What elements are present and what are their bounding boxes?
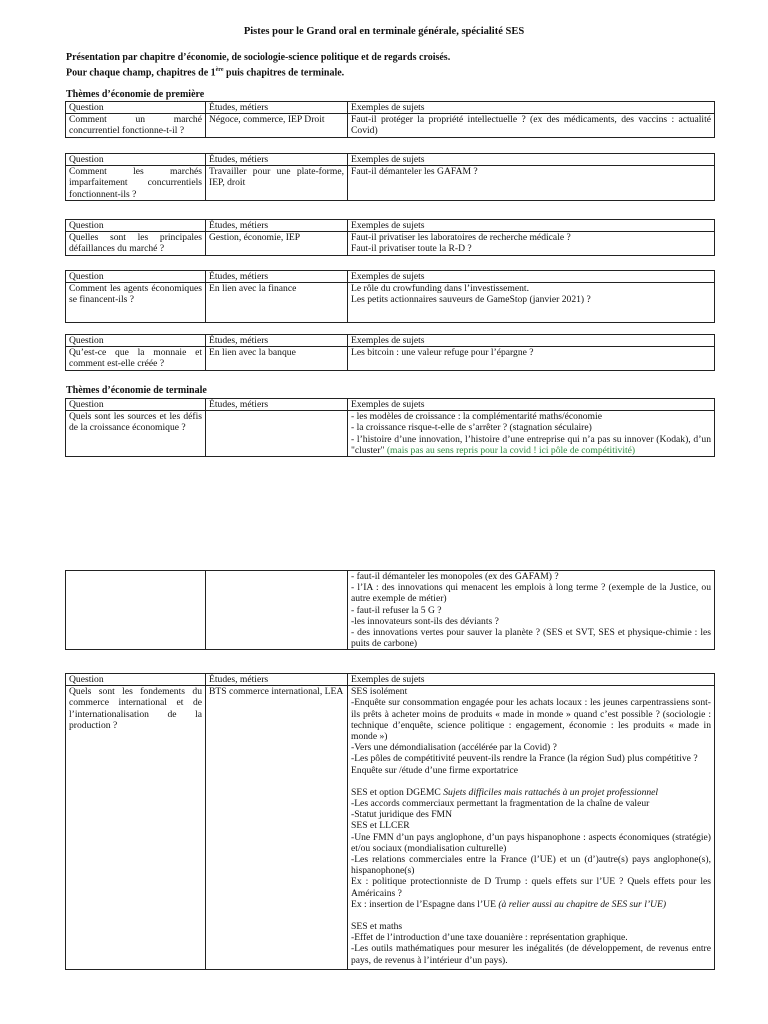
question-cell: Comment les agents économiques se financent-ils ? bbox=[66, 283, 206, 323]
exemple-line: - faut-il refuser la 5 G ? bbox=[351, 604, 442, 616]
header-question: Question bbox=[66, 271, 206, 283]
table-defaillances-marche bbox=[65, 219, 715, 256]
block-title: SES et option DGEMC bbox=[351, 786, 441, 798]
intro-line-2-text: Pour chaque champ, chapitres de 1 bbox=[66, 67, 216, 79]
intro-superscript: ère bbox=[215, 67, 224, 73]
exemple-line: -Les relations commerciales entre la France (l’UE) et un (d’)autre(s) pays anglophone(s), hispanophone(s) bbox=[351, 854, 711, 877]
exemple-line: -Enquête sur consommation engagée pour les achats locaux : les jeunes carpentrassiens sont-ils prêts à acheter moins de produits « made in monde » quand c’est possible ? (sociologie : technique d’enquête, science politique : engagement, économie : les produits « made in monde ») bbox=[351, 697, 711, 743]
intro-line-2-end: puis chapitres de terminale. bbox=[223, 67, 345, 79]
question-cell: Quels sont les fondements du commerce international et de l’internationalisation de la production ? bbox=[66, 686, 206, 970]
header-question: Question bbox=[66, 102, 206, 114]
exemple-line: SES et maths bbox=[351, 921, 403, 933]
table-monnaie bbox=[65, 334, 715, 371]
table-croissance-suite bbox=[65, 570, 715, 650]
section-heading-premiere: Thèmes d’économie de première bbox=[66, 89, 205, 100]
header-etudes: Études, métiers bbox=[206, 154, 348, 166]
table-marche-concurrentiel bbox=[65, 101, 715, 138]
header-exemples: Exemples de sujets bbox=[348, 154, 715, 166]
table-header-row bbox=[66, 674, 715, 686]
exemple-line: -les innovateurs sont-ils des déviants ? bbox=[351, 615, 499, 627]
section-heading-terminale: Thèmes d’économie de terminale bbox=[66, 385, 207, 396]
header-question: Question bbox=[66, 335, 206, 347]
header-exemples: Exemples de sujets bbox=[348, 102, 715, 114]
exemples-cell bbox=[348, 571, 715, 650]
etudes-cell bbox=[206, 411, 348, 457]
header-exemples: Exemples de sujets bbox=[348, 399, 715, 411]
question-cell bbox=[66, 571, 206, 650]
question-cell: Comment un marché concurrentiel fonctionne-t-il ? bbox=[66, 114, 206, 137]
header-question: Question bbox=[66, 220, 206, 232]
table-row bbox=[66, 232, 715, 255]
header-question: Question bbox=[66, 154, 206, 166]
table-header-row bbox=[66, 220, 715, 232]
etudes-cell: BTS commerce international, LEA bbox=[206, 686, 348, 970]
table-financement-agents bbox=[65, 270, 715, 323]
table-header-row bbox=[66, 399, 715, 411]
header-question: Question bbox=[66, 399, 206, 411]
exemple-line: -Les pôles de compétitivité peuvent-ils rendre la France (la région Sud) plus compétitive ? bbox=[351, 753, 698, 765]
header-etudes: Études, métiers bbox=[206, 271, 348, 283]
question-cell: Quelles sont les principales défaillances du marché ? bbox=[66, 232, 206, 255]
exemple-line: Les petits actionnaires sauveurs de GameStop (janvier 2021) ? bbox=[351, 294, 591, 306]
exemple-line: - faut-il démanteler les monopoles (ex des GAFAM) ? bbox=[351, 571, 559, 582]
exemple-line: - des innovations vertes pour sauver la planète ? (SES et SVT, SES et physique-chimie : les puits de carbone) bbox=[351, 627, 711, 650]
table-croissance bbox=[65, 398, 715, 457]
header-etudes: Études, métiers bbox=[206, 335, 348, 347]
exemple-line: -Les outils mathématiques pour mesurer les inégalités (de développement, de revenus entre pays, de revenus à l’intérieur d’un pays). bbox=[351, 943, 711, 966]
table-row bbox=[66, 347, 715, 370]
exemples-cell: Faut-il protéger la propriété intellectuelle ? (ex des médicaments, des vaccins : actualité Covid) bbox=[348, 114, 715, 137]
header-exemples: Exemples de sujets bbox=[348, 335, 715, 347]
intro-line-1: Présentation par chapitre d’économie, de sociologie-science politique et de regards croisés. bbox=[66, 52, 451, 63]
exemple-line: Faut-il privatiser toute la R-D ? bbox=[351, 243, 472, 255]
exemples-cell bbox=[348, 411, 715, 457]
exemple-line: SES et LLCER bbox=[351, 820, 410, 832]
exemple-line: -Une FMN d’un pays anglophone, d’un pays hispanophone : aspects économiques (stratégie) et/ou sociaux (mondialisation culturelle) bbox=[351, 831, 711, 854]
exemple-line: Enquête sur /étude d’une firme exportatrice bbox=[351, 764, 519, 776]
document-title: Pistes pour le Grand oral en terminale générale, spécialité SES bbox=[243, 26, 525, 37]
table-row bbox=[66, 114, 715, 137]
exemple-line bbox=[351, 899, 711, 910]
header-etudes: Études, métiers bbox=[206, 674, 348, 686]
question-cell: Comment les marchés imparfaitement concurrentiels fonctionnent-ils ? bbox=[66, 166, 206, 201]
exemples-cell: Les bitcoin : une valeur refuge pour l’épargne ? bbox=[348, 347, 715, 370]
header-question: Question bbox=[66, 674, 206, 686]
etudes-cell bbox=[206, 571, 348, 650]
etudes-cell: En lien avec la banque bbox=[206, 347, 348, 370]
etudes-cell: Négoce, commerce, IEP Droit bbox=[206, 114, 348, 137]
header-exemples: Exemples de sujets bbox=[348, 674, 715, 686]
exemple-line: -Vers une démondialisation (accélérée par la Covid) ? bbox=[351, 742, 557, 754]
header-etudes: Études, métiers bbox=[206, 399, 348, 411]
question-cell: Qu’est-ce que la monnaie et comment est-elle créée ? bbox=[66, 347, 206, 370]
table-row bbox=[66, 166, 715, 201]
table-row bbox=[66, 571, 715, 650]
exemple-line bbox=[351, 787, 711, 798]
table-header-row bbox=[66, 102, 715, 114]
exemple-text: - l’histoire d’une innovation, l’histoire d’une entreprise qui n’a pas su innover (Kodak), d’un "cluster" bbox=[351, 433, 711, 456]
exemple-line: SES isolément bbox=[351, 686, 408, 698]
exemples-cell bbox=[348, 283, 715, 323]
intro bbox=[66, 51, 450, 79]
blank-line bbox=[351, 776, 711, 787]
exemple-line: - la croissance risque-t-elle de s’arrêter ? (stagnation séculaire) bbox=[351, 422, 592, 434]
table-row bbox=[66, 686, 715, 970]
table-commerce-international bbox=[65, 673, 715, 970]
table-header-row bbox=[66, 271, 715, 283]
intro-line-2 bbox=[66, 64, 450, 79]
etudes-cell: Gestion, économie, IEP bbox=[206, 232, 348, 255]
etudes-cell: En lien avec la finance bbox=[206, 283, 348, 323]
header-etudes: Études, métiers bbox=[206, 102, 348, 114]
block-title-italic: Sujets difficiles mais rattachés à un projet professionnel bbox=[443, 786, 659, 798]
italic-note: (à relier aussi au chapitre de SES sur l’UE) bbox=[498, 898, 667, 910]
table-row bbox=[66, 411, 715, 457]
header-exemples: Exemples de sujets bbox=[348, 271, 715, 283]
question-cell: Quels sont les sources et les défis de la croissance économique ? bbox=[66, 411, 206, 457]
exemples-cell: Faut-il démanteler les GAFAM ? bbox=[348, 166, 715, 201]
table-row bbox=[66, 283, 715, 323]
exemple-line: -Statut juridique des FMN bbox=[351, 809, 452, 821]
header-etudes: Études, métiers bbox=[206, 220, 348, 232]
table-header-row bbox=[66, 335, 715, 347]
etudes-cell: Travailler pour une plate-forme, IEP, droit bbox=[206, 166, 348, 201]
exemples-cell bbox=[348, 686, 715, 970]
blank-line bbox=[351, 910, 711, 921]
exemples-cell bbox=[348, 232, 715, 255]
exemple-line: Faut-il privatiser les laboratoires de recherche médicale ? bbox=[351, 232, 571, 244]
exemple-line: Le rôle du crowfunding dans l’investissement. bbox=[351, 283, 529, 295]
exemple-text: Ex : insertion de l’Espagne dans l’UE bbox=[351, 898, 496, 910]
exemple-line: -Les accords commerciaux permettant la fragmentation de la chaîne de valeur bbox=[351, 798, 650, 810]
exemple-line: - l’IA : des innovations qui menacent les emplois à long terme ? (exemple de la Justice, ou autre exemple de métier) bbox=[351, 582, 711, 605]
exemple-line: Ex : politique protectionniste de D Trump : quels effets sur l’UE ? Quels effets pour les Américains ? bbox=[351, 876, 711, 899]
exemple-line: - les modèles de croissance : la complémentarité maths/économie bbox=[351, 411, 602, 423]
header-exemples: Exemples de sujets bbox=[348, 220, 715, 232]
table-header-row bbox=[66, 154, 715, 166]
green-note: (mais pas au sens repris pour la covid ! ici pôle de compétitivité) bbox=[386, 444, 636, 456]
table-marches-imparfaits bbox=[65, 153, 715, 201]
exemple-line bbox=[351, 434, 711, 456]
exemple-line: -Effet de l’introduction d’une taxe douanière : représentation graphique. bbox=[351, 932, 628, 944]
